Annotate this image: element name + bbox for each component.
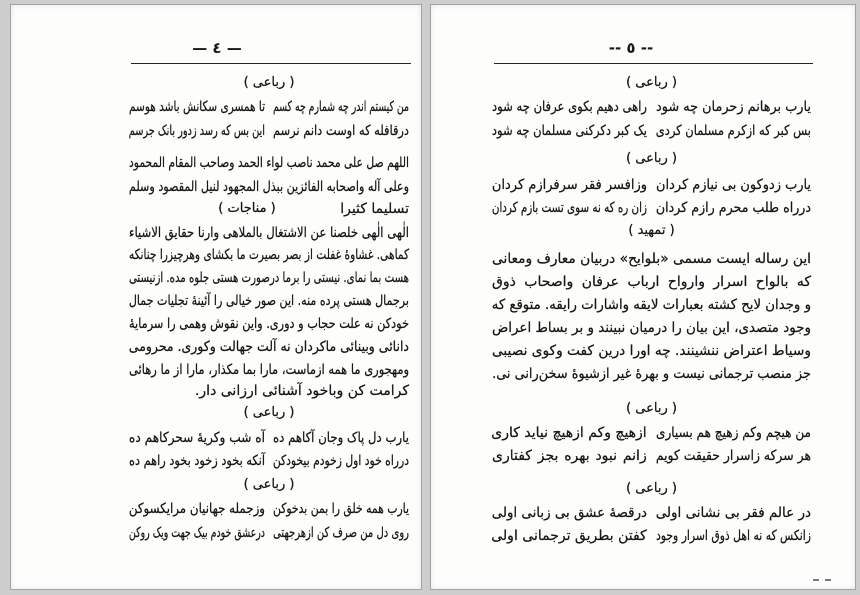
verse-line bbox=[129, 498, 409, 520]
section-heading: ( مناجات ) bbox=[218, 201, 276, 216]
verse-line bbox=[492, 174, 811, 196]
hemistich-left: ازهیچ وکم ازهیچ نیاید کاری bbox=[491, 425, 647, 441]
section-heading: ( رباعی ) bbox=[626, 151, 677, 166]
hemistich-right: هر سرکه زاسرار حقیقت کویم bbox=[655, 448, 811, 464]
hemistich-left: آنکه بخود زخود بخود راهم ده bbox=[129, 453, 265, 469]
hemistich-right: درراه طلب محرم رازم کردان bbox=[655, 200, 811, 216]
hemistich-left: آه شب وکریهٔ سحرکاهم ده bbox=[129, 430, 265, 446]
verse-line bbox=[129, 427, 409, 449]
prose-line: ومهجوری ما همه ازماست، مارا بما مکذار، مارا از ما رهائی bbox=[129, 362, 409, 378]
verse-line bbox=[129, 522, 409, 544]
hemistich-right: درقافله که اوست دانم نرسم bbox=[272, 123, 409, 139]
hemistich-right: روی دل من صرف کن ازهرجهتی bbox=[272, 525, 409, 541]
hemistich-left: وزجمله جهانیان مرایکسوکن bbox=[128, 501, 265, 517]
hemistich-left: درعشق خودم بیک جهت ویک روکن bbox=[128, 525, 266, 541]
hemistich-left: کفتن بطریق ترجمانی اولی bbox=[491, 528, 647, 544]
hemistich-right: زانکس که نه اهل ذوق اسرار وجود bbox=[655, 528, 811, 544]
verse-line bbox=[492, 197, 811, 219]
prose-line: الٰهی الٰهی خلصنا عن الاشتغال بالملاهی وارنا حقایق الاشیاء bbox=[129, 225, 409, 241]
verse-line bbox=[492, 96, 811, 118]
prose-line: برجمال هستی پرده منه. این صور خیالی را آئینهٔ تجلیات جمال bbox=[128, 293, 409, 309]
hemistich-left: وزافسر فقر سرفرازم کردان bbox=[491, 177, 647, 193]
verse-line bbox=[129, 96, 409, 118]
prose-line: این رساله ایست مسمی «بلوایح» دربیان معارف ومعانی bbox=[491, 251, 811, 267]
hemistich-right: یارب زدوکون بی نیازم کردان bbox=[655, 177, 811, 193]
hemistich-left: راهی دهیم بکوی عرفان چه شود bbox=[492, 99, 648, 115]
hemistich-right: یارب برهانم زحرمان چه شود bbox=[655, 99, 811, 115]
prose-line: وعلی آله واصحابه الفائزین ببذل المجهود لنیل المقصود وسلم bbox=[128, 179, 409, 195]
prose-line: که بالواح اسرار وارواح ارباب عرفان واصحاب ذوق bbox=[492, 274, 811, 290]
section-heading: ( رباعی ) bbox=[626, 481, 677, 496]
prose-line-end: تسلیما کثیرا bbox=[340, 201, 409, 217]
section-heading: ( رباعی ) bbox=[243, 75, 295, 90]
hemistich-left: درقصهٔ عشق بی زبانی اولی bbox=[491, 505, 648, 521]
prose-line: کرامت کن وباخود آشنائی ارزانی دار. bbox=[194, 383, 409, 399]
hemistich-right: در عالم فقر بی نشانی اولی bbox=[655, 505, 811, 521]
verse-line bbox=[129, 120, 409, 142]
salawat-munajat-row bbox=[129, 198, 409, 220]
header-rule bbox=[494, 63, 813, 64]
page-edge-mark bbox=[813, 579, 831, 581]
right-page bbox=[430, 4, 856, 590]
hemistich-right: بس کبر که ازکرم مسلمان کردی bbox=[655, 123, 811, 139]
section-heading: ( رباعی ) bbox=[626, 75, 677, 90]
page-number: — ٤ — bbox=[192, 39, 242, 57]
verse-line bbox=[492, 502, 811, 524]
prose-line: دانائی وبینائی ماکردان نه آلت جهالت وکوری. محرومی bbox=[128, 339, 409, 355]
prose-line: اللهم صل علی محمد ناصب لواء الحمد وصاحب المقام المحمود bbox=[129, 155, 409, 171]
prose-line: وجود متصدی، این بیان را درمیان نبینند و بر بساط اعراض bbox=[491, 320, 811, 336]
prose-line: و وجدان لایح کشته بعبارات لایقه واشارات رایقه. متوقع که bbox=[491, 297, 811, 313]
verse-line bbox=[492, 525, 811, 547]
hemistich-right: من هیچم وکم زهیچ هم بسیاری bbox=[656, 425, 811, 441]
hemistich-left: تا همسری سکانش باشد هوسم bbox=[129, 99, 266, 115]
prose-line: جز منصب ترجمانی نیست و بهرهٔ غیر ازشیوهٔ سخن‌رانی نی. bbox=[492, 366, 811, 382]
prose-line: هست بما نمای. نیستی را برما درصورت هستی جلوه مده. ازنیستی bbox=[128, 270, 409, 286]
prose-line: خودکن نه علت حجاب و دوری. واین نقوش وهمی را سرمایهٔ bbox=[129, 316, 409, 332]
verse-line bbox=[492, 445, 811, 467]
verse-line bbox=[129, 450, 409, 472]
section-heading: ( رباعی ) bbox=[626, 401, 677, 416]
prose-line: کماهی. غشاوهٔ غفلت از بصر بصیرت ما بکشای وهرچیزرا چنانکه bbox=[128, 247, 409, 263]
page-number: -- ٥ -- bbox=[608, 39, 654, 57]
hemistich-right: یارب دل پاک وجان آکاهم ده bbox=[272, 430, 409, 446]
hemistich-left: یک کبر دکرکنی مسلمان چه شود bbox=[491, 123, 647, 139]
section-heading: ( تمهید ) bbox=[628, 223, 675, 238]
hemistich-right: درراه خود اول زخودم بیخودکن bbox=[272, 453, 409, 469]
hemistich-right: من کیستم اندر چه شمارم چه کسم bbox=[272, 99, 409, 115]
prose-line: وسیاط اعتراض ننشینند. چه اورا درین کفت وکوی نصیبی bbox=[492, 343, 811, 359]
section-heading: ( رباعی ) bbox=[243, 477, 295, 492]
verse-line bbox=[492, 422, 811, 444]
hemistich-right: یارب همه خلق را بمن بدخوکن bbox=[272, 501, 409, 517]
left-page bbox=[10, 4, 422, 590]
hemistich-left: این بس که رسد زدور بانک جرسم bbox=[128, 123, 265, 139]
hemistich-left: زانم نبود بهره بجز کفتاری bbox=[492, 448, 647, 464]
header-rule bbox=[131, 63, 411, 64]
section-heading: ( رباعی ) bbox=[243, 405, 295, 420]
hemistich-left: زان ره که نه سوی تست بازم کردان bbox=[491, 200, 648, 216]
verse-line bbox=[492, 120, 811, 142]
